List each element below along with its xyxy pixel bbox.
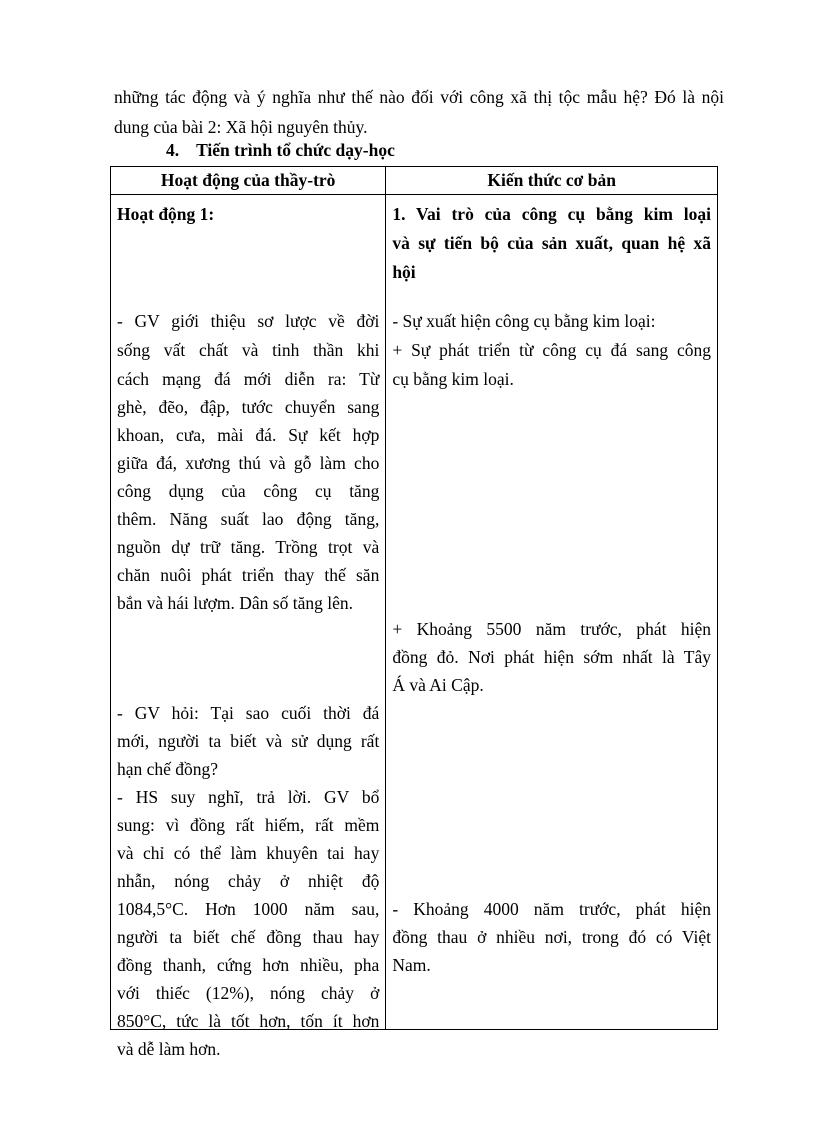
knowledge-line: đồng đỏ. Nơi phát hiện sớm nhất là Tây <box>392 647 711 667</box>
section-number: 4. <box>166 140 180 160</box>
activity-line: đồng thanh, cứng hơn nhiều, pha <box>117 955 380 975</box>
activity-line: mới, người ta biết và sử dụng rất <box>117 731 380 751</box>
activity-line: nguồn dự trữ tăng. Trồng trọt và <box>117 537 380 557</box>
activity-title: Hoạt động 1: <box>117 204 215 224</box>
activity-line: thêm. Năng suất lao động tăng, <box>117 509 380 529</box>
intro-line: dung của bài 2: Xã hội nguyên thủy. <box>114 117 368 137</box>
activity-line: hạn chế đồng? <box>117 759 219 779</box>
activity-line: người ta biết chế đồng thau hay <box>117 927 380 947</box>
activities-cell <box>111 195 386 1059</box>
intro-line: những tác động và ý nghĩa như thế nào đối với công xã thị tộc mẫu hệ? Đó là nội <box>114 87 724 107</box>
activity-line: và dễ làm hơn. <box>117 1039 221 1059</box>
activity-line: công dụng của công cụ tăng <box>117 481 380 501</box>
intro-paragraph <box>114 82 724 142</box>
section-title: Tiến trình tổ chức dạy-học <box>196 140 395 160</box>
header-activities: Hoạt động của thầy-trò <box>111 167 386 195</box>
activity-line: giữa đá, xương thú và gỗ làm cho <box>117 453 380 473</box>
activity-line: với thiếc (12%), nóng chảy ở <box>117 983 380 1003</box>
activity-line: chăn nuôi phát triển thay thế săn <box>117 565 380 585</box>
activity-line: sống vất chất và tinh thần khi <box>117 340 380 360</box>
knowledge-heading-line: hội <box>392 262 416 282</box>
activity-line: khoan, cưa, mài đá. Sự kết hợp <box>117 425 380 445</box>
activity-line: và chỉ có thể làm khuyên tai hay <box>117 843 380 863</box>
activity-line: nhẫn, nóng chảy ở nhiệt độ <box>117 871 380 891</box>
activity-line: bắn và hái lượm. Dân số tăng lên. <box>117 593 353 613</box>
table-row <box>111 195 718 1030</box>
activity-line: cách mạng đá mới diễn ra: Từ <box>117 369 380 389</box>
section-heading <box>166 140 395 161</box>
knowledge-heading-line: 1. Vai trò của công cụ bằng kim loại <box>392 204 711 224</box>
knowledge-line: - Sự xuất hiện công cụ bằng kim loại: <box>392 311 656 331</box>
knowledge-line: Á và Ai Cập. <box>392 675 484 695</box>
knowledge-line: Nam. <box>392 955 431 975</box>
knowledge-heading-line: và sự tiến bộ của sản xuất, quan hệ xã <box>392 233 711 253</box>
activity-line: - HS suy nghĩ, trả lời. GV bổ <box>117 787 380 807</box>
activity-line: 850°C, tức là tốt hơn, tốn ít hơn <box>117 1011 380 1031</box>
knowledge-line: - Khoảng 4000 năm trước, phát hiện <box>392 899 711 919</box>
table-header-row <box>111 167 718 195</box>
activity-line: - GV giới thiệu sơ lược về đời <box>117 311 380 331</box>
activity-line: ghè, đẽo, đập, tước chuyển sang <box>117 397 380 417</box>
knowledge-line: + Sự phát triển từ công cụ đá sang công <box>392 340 711 360</box>
knowledge-line: cụ bằng kim loại. <box>392 369 514 389</box>
activity-line: - GV hỏi: Tại sao cuối thời đá <box>117 703 380 723</box>
knowledge-line: + Khoảng 5500 năm trước, phát hiện <box>392 619 711 639</box>
activity-line: sung: vì đồng rất hiếm, rất mềm <box>117 815 380 835</box>
knowledge-cell <box>386 195 718 1030</box>
activity-line: 1084,5°C. Hơn 1000 năm sau, <box>117 899 380 919</box>
lesson-table <box>110 166 718 1059</box>
header-knowledge: Kiến thức cơ bản <box>386 167 718 195</box>
knowledge-line: đồng thau ở nhiều nơi, trong đó có Việt <box>392 927 711 947</box>
